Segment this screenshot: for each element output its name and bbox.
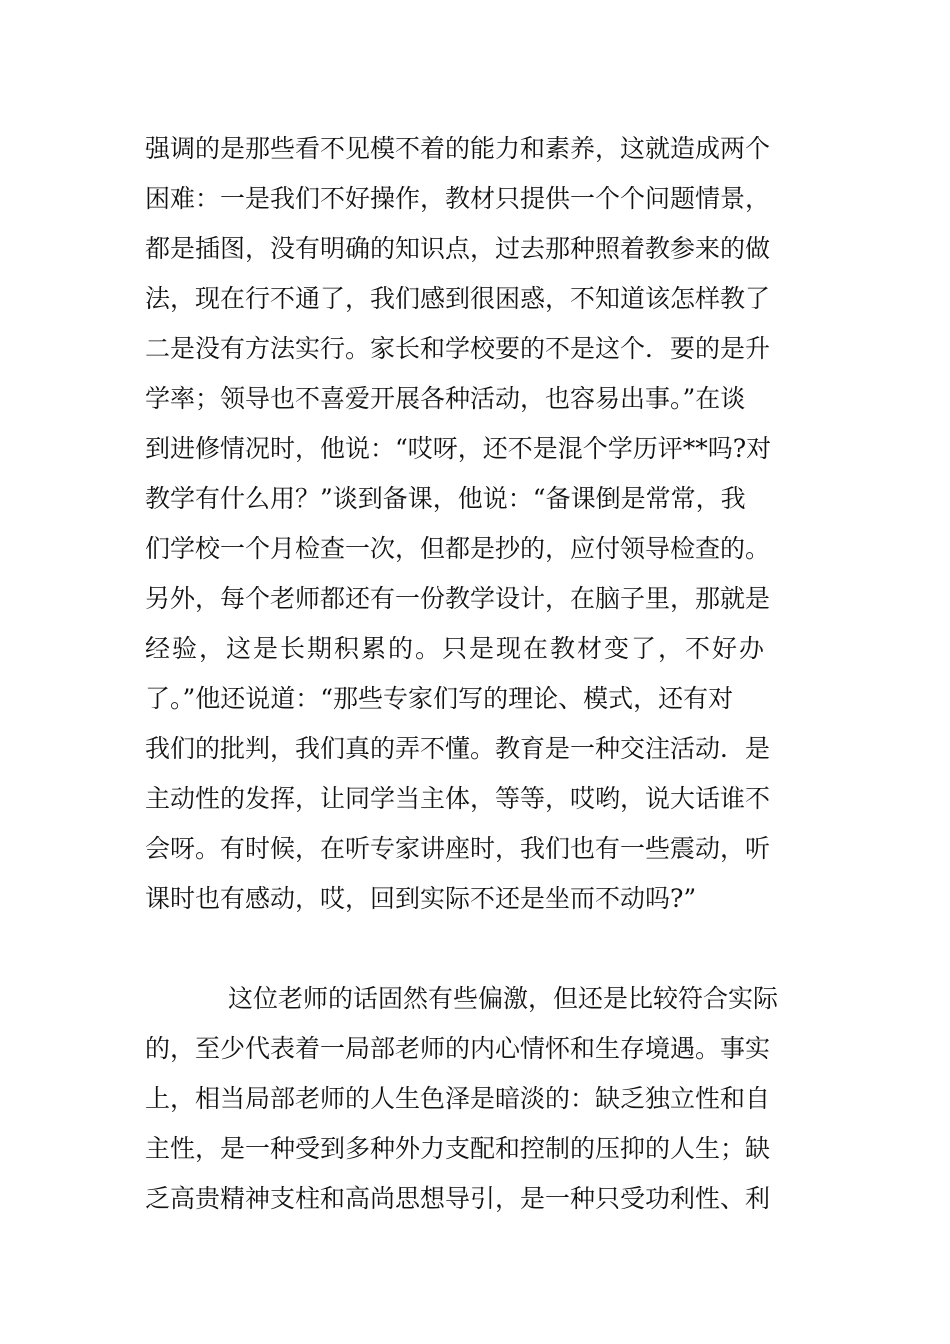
text-line: 的，至少代表着一局部老师的内心情怀和生存境遇。事实 (145, 1034, 771, 1063)
text-line: 们学校一个月检查一次，但都是抄的，应付领导检查的。 (145, 534, 771, 563)
text-line: 乏高贵精神支柱和高尚思想导引，是一种只受功利性、利 (145, 1184, 771, 1213)
text-line: 都是插图，没有明确的知识点，过去那种照着教参来的做 (145, 234, 771, 263)
text-line: 经验，这是长期积累的。只是现在教材变了，不好办 (145, 634, 767, 663)
text-line: 主动性的发挥，让同学当主体，等等，哎哟，说大话谁不 (145, 784, 771, 813)
text-line: 我们的批判，我们真的弄不懂。教育是一种交注活动．是 (145, 734, 771, 763)
text-line: 教学有什么用？”谈到备课，他说：“备课倒是常常，我 (145, 484, 746, 513)
text-line: 强调的是那些看不见模不着的能力和素养，这就造成两个 (145, 134, 771, 163)
text-line: 困难：一是我们不好操作，教材只提供一个个问题情景， (145, 184, 771, 213)
text-line: 课时也有感动，哎，回到实际不还是坐而不动吗?” (145, 884, 697, 913)
text-line: 另外，每个老师都还有一份教学设计，在脑子里，那就是 (145, 584, 771, 613)
text-line: 二是没有方法实行。家长和学校要的不是这个．要的是升 (145, 334, 771, 363)
text-line: 会呀。有时候，在听专家讲座时，我们也有一些震动，听 (145, 834, 771, 863)
text-line: 这位老师的话固然有些偏激，但还是比较符合实际 (228, 984, 779, 1013)
text-line: 学率；领导也不喜爱开展各种活动，也容易出事。”在谈 (145, 384, 746, 413)
text-line: 主性，是一种受到多种外力支配和控制的压抑的人生；缺 (145, 1134, 771, 1163)
text-line: 了。”他还说道：“那些专家们写的理论、模式，还有对 (145, 684, 734, 713)
text-line: 上，相当局部老师的人生色泽是暗淡的：缺乏独立性和自 (145, 1084, 771, 1113)
text-line: 法，现在行不通了，我们感到很困惑，不知道该怎样教了 (145, 284, 771, 313)
text-line: 到进修情况时，他说：“哎呀，还不是混个学历评**吗?对 (145, 434, 772, 463)
